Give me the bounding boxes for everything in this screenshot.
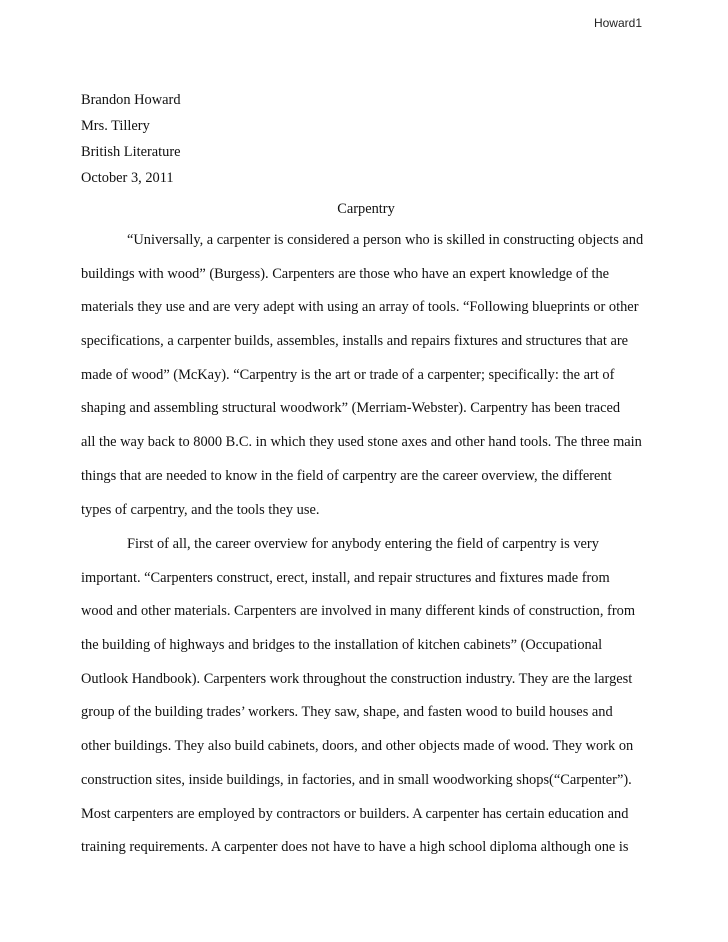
instructor-name: Mrs. Tillery (81, 118, 150, 134)
paragraph-line: the building of highways and bridges to the installation of kitchen cabinets” (Occupational (81, 637, 603, 654)
paragraph-line: wood and other materials. Carpenters are involved in many different kinds of construction, from (81, 603, 636, 620)
paragraph-line: shaping and assembling structural woodwork” (Merriam-Webster). Carpentry has been traced (81, 400, 621, 417)
mla-heading (81, 87, 181, 191)
paragraph-line: specifications, a carpenter builds, assembles, installs and repairs fixtures and structures that are (81, 333, 629, 350)
paragraph-line: First of all, the career overview for anybody entering the field of carpentry is very (127, 536, 599, 552)
paragraph-line: materials they use and are very adept with using an array of tools. “Following blueprints or other (81, 299, 639, 316)
essay-title: Carpentry (337, 201, 395, 217)
paragraph-line: group of the building trades’ workers. They saw, shape, and fasten wood to build houses and (81, 704, 613, 721)
author-name: Brandon Howard (81, 92, 181, 108)
paragraph-line: important. “Carpenters construct, erect, install, and repair structures and fixtures made from (81, 569, 610, 586)
paragraph-2 (81, 528, 661, 865)
paragraph-line: buildings with wood” (Burgess). Carpenters are those who have an expert knowledge of the (81, 265, 610, 282)
paragraph-line: training requirements. A carpenter does not have to have a high school diploma although one is (81, 839, 629, 856)
essay-title-row (0, 199, 728, 219)
paragraph-line: Most carpenters are employed by contractors or builders. A carpenter has certain education and (81, 805, 629, 822)
paragraph-line: made of wood” (McKay). “Carpentry is the art or trade of a carpenter; specifically: the art of (81, 366, 615, 383)
running-head: Howard1 (593, 16, 642, 30)
paragraph-line: construction sites, inside buildings, in factories, and in small woodworking shops(“Carpenter”). (81, 771, 632, 788)
paragraph-line: all the way back to 8000 B.C. in which they used stone axes and other hand tools. The three main (81, 434, 642, 451)
paragraph-line: other buildings. They also build cabinets, doors, and other objects made of wood. They work on (81, 738, 634, 755)
paragraph-1 (81, 224, 661, 527)
course-name: British Literature (81, 144, 181, 160)
paragraph-line: types of carpentry, and the tools they use. (81, 501, 320, 518)
paragraph-line: Outlook Handbook). Carpenters work throughout the construction industry. They are the largest (81, 670, 633, 687)
date: October 3, 2011 (81, 170, 174, 186)
paragraph-line: “Universally, a carpenter is considered a person who is skilled in constructing objects and (127, 232, 644, 248)
paragraph-line: things that are needed to know in the field of carpentry are the career overview, the different (81, 467, 612, 484)
